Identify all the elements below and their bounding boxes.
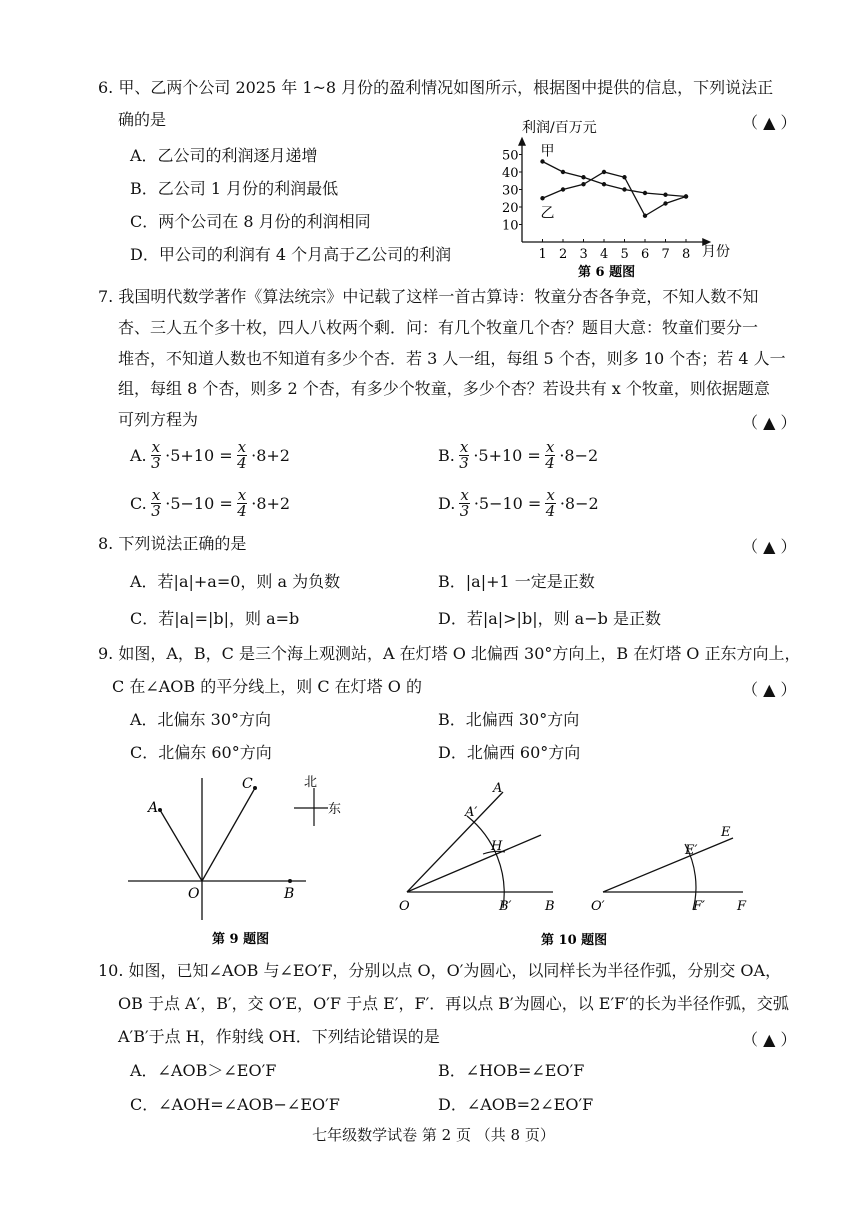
q10-stem-line1: 10. 如图，已知∠AOB 与∠EO′F，分别以点 O，O′为圆心，以同样长为半径作弧，分别交 OA，: [98, 961, 782, 980]
chart-data-point: [581, 182, 585, 186]
q10-label-f: F: [737, 899, 747, 914]
q9-option-c: C．北偏东 60°方向: [130, 743, 272, 762]
q10-label-o-prime: O′: [591, 899, 605, 914]
q10-label-e-prime: E′: [685, 843, 698, 858]
q7-option-b: B. $\frac{x}{3}$ ·5+10 = $\frac{x}{4}$ ·8−2: [438, 438, 599, 472]
chart-data-point: [643, 214, 647, 218]
q10-option-b: B．∠HOB=∠EO′F: [438, 1061, 585, 1080]
q9-east-label: 东: [328, 802, 342, 817]
chart-data-point: [684, 194, 688, 198]
chart-x-tick-label: 8: [682, 247, 691, 262]
chart-x-tick-label: 1: [538, 247, 547, 262]
q9-label-o: O: [188, 886, 200, 902]
q9-stem-line1: 9. 如图，A，B，C 是三个海上观测站，A 在灯塔 O 北偏西 30°方向上，B 在灯塔 O 正东方向上，: [98, 644, 801, 663]
q8-option-d: D．若|a|>|b|，则 a−b 是正数: [438, 609, 661, 628]
q10-option-c: C．∠AOH=∠AOB−∠EO′F: [130, 1095, 340, 1114]
q6-stem-line2: 确的是: [118, 110, 167, 129]
chart-data-point: [602, 182, 606, 186]
q9-stem-line2: C 在∠AOB 的平分线上，则 C 在灯塔 O 的: [112, 677, 422, 696]
chart-y-tick-label: 50: [502, 148, 519, 164]
chart-series-label: 甲: [540, 143, 555, 160]
q7-option-d: D. $\frac{x}{3}$ ·5−10 = $\frac{x}{4}$ ·8−2: [438, 486, 599, 520]
chart-y-arrow: [518, 137, 526, 146]
q10-label-o: O: [399, 899, 410, 914]
chart-x-tick-label: 7: [661, 247, 670, 262]
q10-option-d: D．∠AOB=2∠EO′F: [438, 1095, 594, 1114]
chart-caption: 第 6 题图: [578, 265, 636, 280]
chart-y-tick-label: 40: [502, 166, 519, 181]
q7-option-a: A. $\frac{x}{3}$ ·5+10 = $\frac{x}{4}$ ·8+2: [130, 438, 290, 472]
chart-x-tick-label: 5: [620, 247, 629, 262]
q10-label-a: A: [493, 781, 503, 796]
chart-x-tick-label: 3: [579, 247, 588, 262]
q9-option-d: D．北偏西 60°方向: [438, 743, 581, 762]
q7-stem-line2: 杏、三人五个多十枚，四人八枚两个剩．问：有几个牧童几个杏？题目大意：牧童们要分一: [118, 318, 759, 337]
q6-option-a: A．乙公司的利润逐月递增: [130, 146, 318, 165]
q6-option-b: B．乙公司 1 月份的利润最低: [130, 179, 339, 198]
q6-answer-blank: （ ▲ ）: [742, 113, 797, 132]
q9-label-b: B: [284, 886, 295, 902]
q7-stem-line5: 可列方程为: [118, 410, 199, 429]
q10-caption: 第 10 题图: [541, 933, 608, 948]
q8-option-c: C．若|a|=|b|，则 a=b: [130, 609, 300, 628]
q9-caption: 第 9 题图: [212, 932, 270, 947]
chart-y-tick-label: 30: [502, 183, 519, 199]
chart-data-point: [622, 187, 626, 191]
profit-line-chart: [480, 112, 740, 282]
q10-label-b-prime: B′: [499, 899, 512, 914]
q8-answer-blank: （ ▲ ）: [742, 537, 797, 556]
chart-x-tick-label: 6: [641, 247, 650, 262]
q7-option-c: C. $\frac{x}{3}$ ·5−10 = $\frac{x}{4}$ ·8+2: [130, 486, 291, 520]
page-footer: 七年级数学试卷 第 2 页 （共 8 页）: [312, 1126, 555, 1144]
chart-data-point: [581, 175, 585, 179]
q9-option-b: B．北偏西 30°方向: [438, 710, 580, 729]
q9-north-label: 北: [304, 775, 318, 790]
chart-y-axis-label: 利润/百万元: [522, 120, 597, 136]
q10-label-a-prime: A′: [465, 805, 478, 820]
q10-label-e: E: [721, 825, 731, 840]
q7-answer-blank: （ ▲ ）: [742, 413, 797, 432]
chart-y-tick-label: 10: [502, 218, 519, 234]
q9-label-c: C: [242, 776, 253, 792]
q10-option-a: A．∠AOB＞∠EO′F: [130, 1061, 277, 1080]
chart-data-point: [561, 170, 565, 174]
q10-label-b: B: [545, 899, 555, 914]
chart-data-point: [643, 191, 647, 195]
chart-data-point: [540, 159, 544, 163]
q9-option-a: A．北偏东 30°方向: [130, 710, 272, 729]
chart-data-point: [663, 201, 667, 205]
q8-stem: 8. 下列说法正确的是: [98, 534, 247, 553]
q6-option-c: C．两个公司在 8 月份的利润相同: [130, 212, 371, 231]
chart-x-tick-label: 2: [559, 247, 568, 262]
q9-compass-figure: [120, 770, 360, 950]
chart-data-point: [663, 193, 667, 197]
chart-x-axis-label: 月份: [702, 244, 730, 260]
q7-stem-line3: 堆杏，不知道人数也不知道有多少个杏．若 3 人一组，每组 5 个杏，则多 10 个杏；若 4 人一: [118, 349, 786, 368]
q7-stem-line1: 7. 我国明代数学著作《算法统宗》中记载了这样一首古算诗：牧童分杏各争竞，不知人数不知: [98, 287, 759, 306]
chart-data-point: [561, 187, 565, 191]
chart-y-tick-label: 20: [502, 201, 519, 216]
q7-stem-line4: 组，每组 8 个杏，则多 2 个杏，有多少个牧童，多少个杏？若设共有 x 个牧童，则依据题意: [118, 379, 770, 398]
q9-label-a: A: [148, 800, 159, 816]
q10-stem-line3: A′B′于点 H，作射线 OH．下列结论错误的是: [118, 1027, 440, 1046]
q10-label-h: H: [491, 839, 503, 854]
q6-option-d: D．甲公司的利润有 4 个月高于乙公司的利润: [130, 245, 452, 264]
q6-stem-line1: 6. 甲、乙两个公司 2025 年 1~8 月份的盈利情况如图所示，根据图中提供的信息，下列说法正: [98, 78, 774, 97]
chart-data-point: [622, 175, 626, 179]
q10-stem-line2: OB 于点 A′，B′，交 O′E，O′F 于点 E′，F′．再以点 B′为圆心，以 E′F′的长为半径作弧，交弧: [118, 994, 789, 1013]
q10-label-f-prime: F′: [693, 899, 705, 914]
chart-data-point: [602, 170, 606, 174]
q9-answer-blank: （ ▲ ）: [742, 680, 797, 699]
q8-option-b: B．|a|+1 一定是正数: [438, 572, 595, 591]
chart-data-point: [540, 196, 544, 200]
q10-answer-blank: （ ▲ ）: [742, 1030, 797, 1049]
chart-series-label: 乙: [540, 205, 555, 222]
chart-x-tick-label: 4: [600, 247, 609, 262]
q8-option-a: A．若|a|+a=0，则 a 为负数: [130, 572, 341, 591]
q10-construction-figure: [395, 780, 765, 950]
